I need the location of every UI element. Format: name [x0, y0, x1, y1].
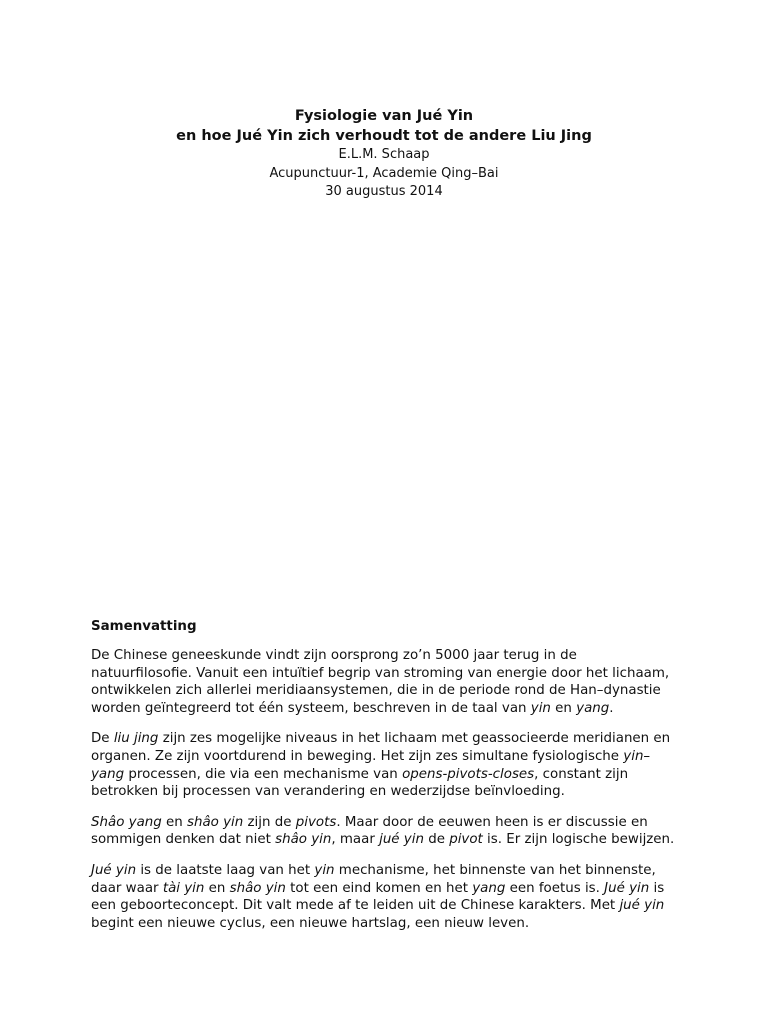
- paragraph-text: en: [550, 700, 577, 716]
- italic-term: Jué yin: [91, 862, 137, 878]
- paragraph-text: mechanisme, het binnenste van het binnenste, daar waar: [91, 862, 656, 896]
- paragraph-text: en: [204, 880, 230, 896]
- italic-term: Shâo yang: [91, 814, 162, 830]
- paragraph-text: .: [609, 700, 614, 716]
- document-title: Fysiologie van Jué Yin: [294, 108, 474, 124]
- paragraph-text: is een geboorteconcept. Dit valt mede af te leiden uit de Chinese karakters. Met: [91, 880, 665, 914]
- italic-term: pivots: [295, 814, 337, 830]
- italic-term: yin–yang: [91, 748, 651, 782]
- paragraph-text: , constant zijn betrokken bij processen van verandering en wederzijdse beïnvloeding.: [91, 766, 629, 800]
- institution-name: Acupunctuur-1, Academie Qing–Bai: [269, 165, 499, 181]
- paragraph-text: processen, die via een mechanisme van: [124, 766, 403, 782]
- italic-term: tài yin: [162, 880, 205, 896]
- italic-term: shâo yin: [229, 880, 286, 896]
- italic-term: jué yin: [619, 898, 665, 914]
- italic-term: shâo yin: [187, 814, 244, 830]
- summary-heading: Samenvatting: [91, 619, 197, 634]
- italic-term: pivot: [449, 832, 483, 848]
- paragraph-text: en: [161, 814, 188, 830]
- italic-term: yin: [530, 700, 551, 716]
- paragraph-text: . Maar door de eeuwen heen is er discussie en sommigen denken dat niet: [91, 814, 648, 848]
- paragraph-text: de: [423, 832, 450, 848]
- summary-paragraph: [91, 862, 681, 932]
- paragraph-text: is. Er zijn logische bewijzen.: [482, 832, 675, 848]
- italic-term: yin: [314, 862, 335, 878]
- paragraph-text: zijn zes mogelijke niveaus in het lichaam met geassocieerde meridianen en organen. Ze zijn voortdurend in beweging. Het zijn zes simultane fysiologische: [91, 731, 671, 764]
- paragraph-text: is de laatste laag van het: [136, 862, 315, 878]
- italic-term: jué yin: [379, 832, 424, 848]
- document-date: 30 augustus 2014: [325, 184, 443, 199]
- summary-paragraph: [91, 814, 681, 849]
- paragraph-text: zijn de: [243, 814, 296, 830]
- italic-term: shâo yin: [275, 832, 332, 848]
- italic-term: yang: [576, 700, 610, 716]
- summary-paragraph: [91, 730, 681, 800]
- paragraph-text: De Chinese geneeskunde vindt zijn oorsprong zo’n 5000 jaar terug in de natuurfilosofie. Vanuit een intuïtief begrip van stroming van energie door het lichaam, ontwikkelen zich allerlei meridiaansystemen, die in de periode rond de Han–dynastie worden geïntegreerd tot één systeem, beschreven in de taal van: [91, 648, 670, 716]
- italic-term: Jué yin: [604, 880, 650, 896]
- italic-term: liu jing: [113, 731, 159, 747]
- paragraph-text: De: [91, 731, 114, 747]
- paragraph-text: , maar: [331, 832, 380, 848]
- author-name: E.L.M. Schaap: [338, 147, 430, 162]
- summary-paragraph: [91, 647, 681, 717]
- italic-term: yang: [472, 880, 506, 896]
- document-header: [0, 106, 768, 202]
- summary-section: [91, 617, 681, 945]
- document-subtitle: en hoe Jué Yin zich verhoudt tot de andere Liu Jing: [176, 128, 592, 144]
- paragraph-text: begint een nieuwe cyclus, een nieuwe hartslag, een nieuw leven.: [91, 915, 530, 931]
- paragraph-text: een foetus is.: [505, 880, 605, 896]
- italic-term: opens-pivots-closes: [402, 766, 535, 782]
- paragraph-text: tot een eind komen en het: [285, 880, 473, 896]
